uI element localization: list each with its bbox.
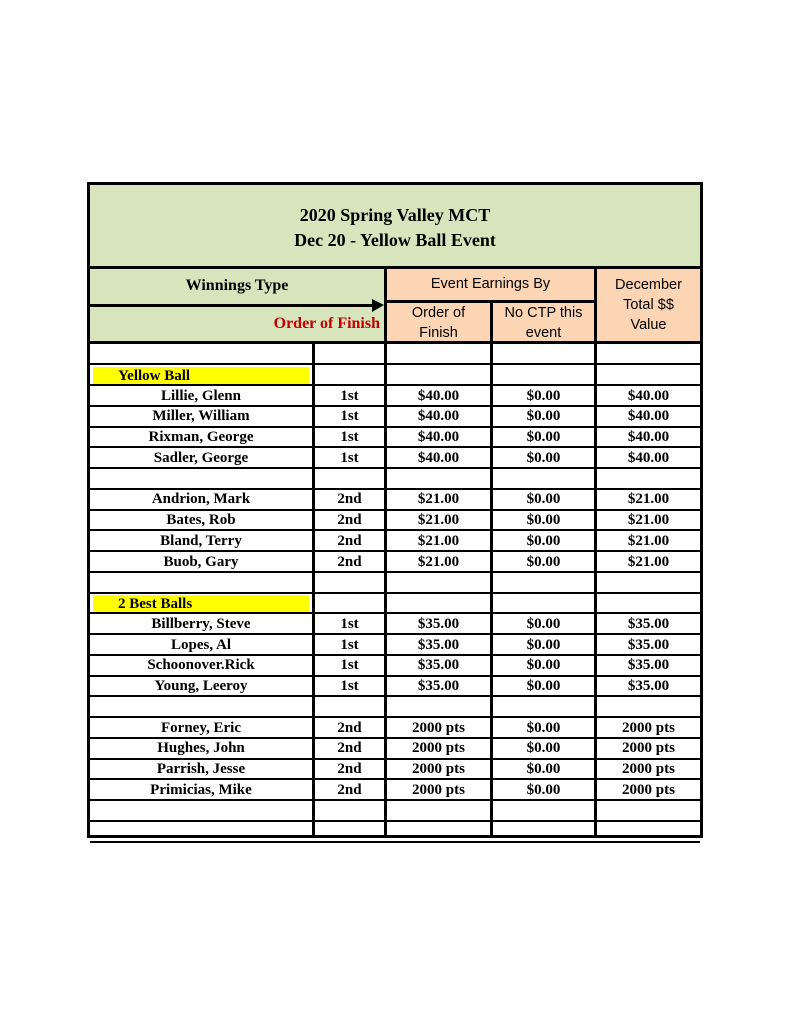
december-header-line-2: Total $$ [623, 297, 674, 313]
no-ctp-header-line-2: event [525, 325, 562, 341]
table-row [90, 718, 700, 739]
finish-place: 1st [340, 449, 359, 466]
order-of-finish-header-line-1: Order of [411, 305, 466, 321]
table-row [90, 614, 700, 635]
december-total-value: $21.00 [627, 532, 670, 549]
table-row [90, 406, 700, 427]
blank-row [90, 821, 700, 842]
title-line-2: Dec 20 - Yellow Ball Event [294, 230, 496, 250]
no-ctp-value: $0.00 [526, 761, 561, 777]
no-ctp-header-line-1: No CTP this [504, 305, 583, 321]
table-row [90, 759, 700, 780]
december-total-value: $21.00 [627, 512, 670, 528]
player-name: Andrion, Mark [151, 491, 251, 508]
blank-row [90, 469, 700, 490]
december-total-column-header [597, 269, 700, 341]
section-header-row [90, 365, 700, 386]
order-of-finish-value: $35.00 [417, 657, 460, 674]
player-name: Lillie, Glenn [160, 387, 241, 404]
no-ctp-value: $0.00 [526, 615, 561, 632]
no-ctp-value: $0.00 [526, 553, 561, 570]
finish-place: 2nd [337, 781, 362, 798]
player-name: Schoonover.Rick [147, 657, 255, 674]
no-ctp-value: $0.00 [526, 781, 561, 798]
table-row [90, 448, 700, 469]
winnings-type-label: Winnings Type [185, 277, 289, 294]
december-total-value: 2000 pts [622, 740, 675, 757]
order-of-finish-value: 2000 pts [412, 761, 465, 777]
no-ctp-value: $0.00 [526, 408, 561, 425]
winnings-type-header [90, 269, 384, 341]
finish-place: 1st [340, 678, 359, 694]
no-ctp-value: $0.00 [526, 491, 561, 508]
no-ctp-value: $0.00 [526, 678, 561, 694]
december-total-value: 2000 pts [622, 781, 675, 798]
results-sheet [87, 182, 703, 838]
header-divider [384, 269, 387, 341]
order-of-finish-value: 2000 pts [412, 719, 465, 736]
order-of-finish-value: $40.00 [417, 408, 460, 425]
event-earnings-header: Event Earnings By [387, 269, 594, 300]
december-header-line-3: Value [630, 317, 667, 333]
order-of-finish-value: $40.00 [417, 387, 460, 404]
order-of-finish-value: 2000 pts [412, 740, 465, 757]
column-divider [384, 344, 387, 835]
table-row [90, 655, 700, 676]
order-of-finish-value: $40.00 [417, 449, 460, 466]
finish-place: 2nd [337, 512, 362, 528]
header-divider [387, 300, 594, 303]
blank-row [90, 697, 700, 718]
december-total-value: $40.00 [627, 387, 670, 404]
title-box [90, 185, 700, 269]
no-ctp-value: $0.00 [526, 512, 561, 528]
player-name: Forney, Eric [161, 719, 241, 736]
row-divider [90, 841, 700, 843]
table-row [90, 552, 700, 573]
player-name: Bates, Rob [166, 512, 236, 528]
player-name: Parrish, Jesse [156, 761, 246, 777]
title-line-1: 2020 Spring Valley MCT [299, 205, 491, 225]
december-total-value: 2000 pts [622, 761, 675, 777]
player-name: Lopes, Al [170, 636, 231, 653]
finish-place: 2nd [337, 740, 362, 757]
section-label: 2 Best Balls [93, 595, 309, 613]
table-row [90, 676, 700, 697]
no-ctp-value: $0.00 [526, 387, 561, 404]
order-of-finish-value: $21.00 [417, 532, 460, 549]
finish-place: 2nd [337, 761, 362, 777]
december-total-value: $21.00 [627, 553, 670, 570]
order-of-finish-value: $21.00 [417, 512, 460, 528]
section-header-row [90, 593, 700, 614]
column-divider [312, 344, 315, 835]
no-ctp-value: $0.00 [526, 636, 561, 653]
player-name: Sadler, George [153, 449, 249, 466]
player-name: Bland, Terry [160, 532, 242, 549]
order-of-finish-value: $35.00 [417, 678, 460, 694]
december-total-value: 2000 pts [622, 719, 675, 736]
december-total-value: $35.00 [627, 636, 670, 653]
finish-place: 1st [340, 636, 359, 653]
order-of-finish-label: Order of Finish [273, 315, 380, 332]
finish-place: 1st [340, 429, 359, 445]
table-row [90, 635, 700, 656]
finish-place: 2nd [337, 553, 362, 570]
table-row [90, 386, 700, 407]
december-total-value: $35.00 [627, 678, 670, 694]
finish-place: 1st [340, 615, 359, 632]
column-divider [594, 344, 597, 835]
player-name: Primicias, Mike [150, 781, 252, 798]
player-name: Buob, Gary [163, 553, 239, 570]
december-total-value: $35.00 [627, 615, 670, 632]
no-ctp-value: $0.00 [526, 429, 561, 445]
arrow-right-icon [372, 299, 384, 312]
order-of-finish-value: 2000 pts [412, 781, 465, 798]
finish-place: 2nd [337, 491, 362, 508]
blank-row [90, 344, 700, 365]
player-name: Billberry, Steve [151, 615, 251, 632]
no-ctp-value: $0.00 [526, 449, 561, 466]
no-ctp-value: $0.00 [526, 740, 561, 757]
player-name: Rixman, George [148, 429, 254, 445]
blank-row [90, 572, 700, 593]
table-row [90, 531, 700, 552]
header-divider [594, 269, 597, 341]
december-total-value: $40.00 [627, 449, 670, 466]
table-row [90, 738, 700, 759]
table-row [90, 510, 700, 531]
december-total-value: $35.00 [627, 657, 670, 674]
finish-place: 2nd [337, 532, 362, 549]
order-of-finish-value: $35.00 [417, 615, 460, 632]
player-name: Hughes, John [157, 740, 245, 757]
blank-row [90, 801, 700, 822]
arrow-line [90, 304, 378, 307]
december-header-line-1: December [615, 277, 682, 293]
finish-place: 1st [340, 657, 359, 674]
finish-place: 2nd [337, 719, 362, 736]
order-of-finish-value: $35.00 [417, 636, 460, 653]
december-total-value: $40.00 [627, 429, 670, 445]
no-ctp-value: $0.00 [526, 532, 561, 549]
order-of-finish-value: $40.00 [417, 429, 460, 445]
no-ctp-value: $0.00 [526, 719, 561, 736]
table-row [90, 489, 700, 510]
player-name: Miller, William [152, 408, 250, 425]
december-total-value: $21.00 [627, 491, 670, 508]
table-row [90, 427, 700, 448]
header-divider [490, 303, 493, 341]
no-ctp-value: $0.00 [526, 657, 561, 674]
finish-place: 1st [340, 408, 359, 425]
player-name: Young, Leeroy [154, 678, 248, 694]
order-of-finish-value: $21.00 [417, 491, 460, 508]
no-ctp-column-header [493, 303, 594, 341]
column-divider [490, 344, 493, 835]
order-of-finish-value: $21.00 [417, 553, 460, 570]
finish-place: 1st [340, 387, 359, 404]
order-of-finish-column-header [387, 303, 490, 341]
order-of-finish-header-line-2: Finish [419, 325, 458, 341]
december-total-value: $40.00 [627, 408, 670, 425]
table-row [90, 780, 700, 801]
section-label: Yellow Ball [93, 367, 309, 385]
